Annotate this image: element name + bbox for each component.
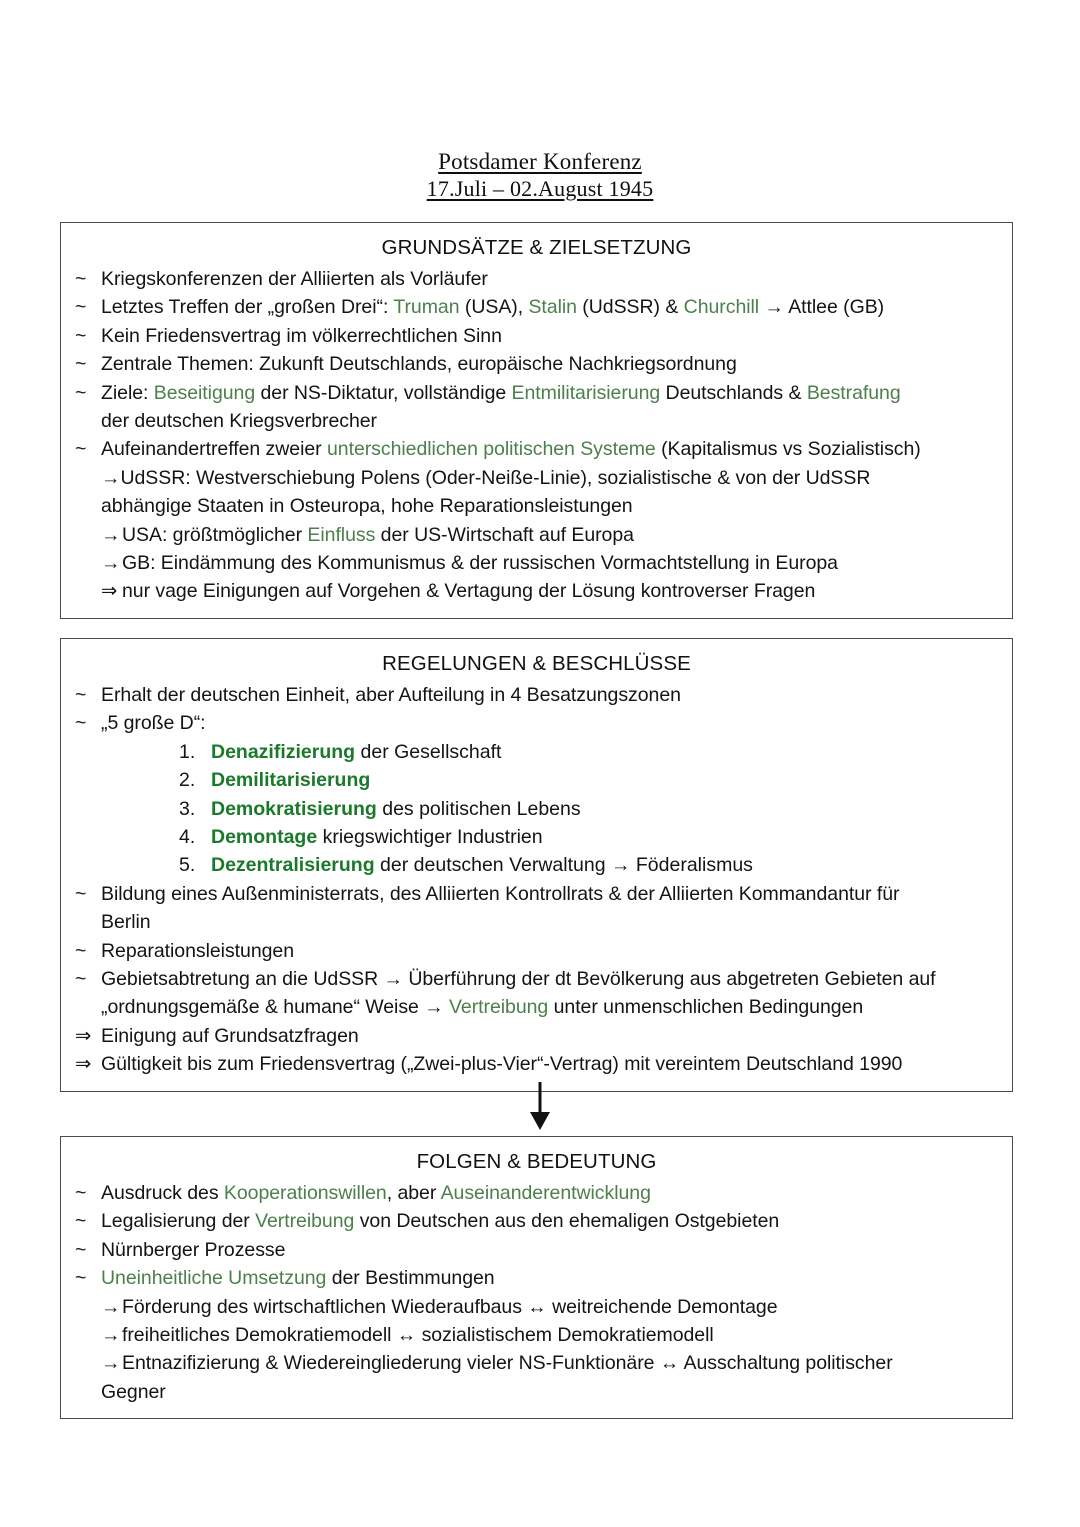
text-fragment: von Deutschen aus den ehemaligen Ostgebieten [354,1210,780,1233]
highlight-demilitarisierung: Demilitarisierung [211,769,371,792]
list-item [75,322,998,350]
sub-item-text: abhängige Staaten in Osteuropa, hohe Reparationsleistungen [101,495,633,518]
page-title-block [0,0,1080,202]
highlight-einfluss: Einfluss [307,523,376,546]
sub-item [75,1349,998,1377]
section-heading-regelungen: REGELUNGEN & BESCHLÜSSE [382,652,691,675]
conclusion-item [75,1022,998,1050]
list-item [75,435,998,463]
sub-item-text: Entnazifizierung & Wiedereingliederung vieler NS-Funktionäre ↔ Ausschaltung politischer [122,1352,893,1375]
list-item [75,965,998,993]
text-fragment: (USA), [459,296,529,319]
text-fragment: „ordnungsgemäße & humane“ Weise → [101,996,450,1019]
page-subtitle-daterange: 17.Juli – 02.August 1945 [426,176,654,201]
section-heading-folgen: FOLGEN & BEDEUTUNG [416,1150,657,1173]
list-item [75,880,998,908]
list-item-text [101,1207,998,1235]
highlight-bestrafung: Bestrafung [806,381,901,404]
text-fragment: Legalisierung der [101,1210,256,1233]
list-item [75,709,998,737]
text-fragment: der Bestimmungen [326,1267,495,1290]
tilde-bullet-icon: ~ [75,268,87,290]
list-item-text [101,435,998,463]
tilde-bullet-icon: ~ [75,1267,87,1290]
tilde-bullet-icon: ~ [75,882,87,905]
section-heading-grundsaetze: GRUNDSÄTZE & ZIELSETZUNG [381,236,692,259]
sub-item-usa [75,521,998,549]
numbered-list-item [75,851,998,879]
highlight-churchill: Churchill [683,296,760,319]
numbered-item-text [211,738,998,766]
numbered-list-item [75,738,998,766]
list-item-text: „5 große D“: [101,712,206,735]
highlight-beseitigung: Beseitigung [153,381,256,404]
tilde-bullet-icon: ~ [75,381,87,404]
double-arrow-right-icon: ⇒ [75,1024,92,1047]
tilde-bullet-icon: ~ [75,296,87,319]
list-number: 2. [179,769,196,792]
numbered-item-text [211,851,998,879]
numbered-item-text [211,823,998,851]
sub-item [75,1321,998,1349]
highlight-stalin: Stalin [528,296,577,319]
tilde-bullet-icon: ~ [75,968,87,991]
list-item-text [101,1264,998,1292]
section-box-regelungen [60,638,1013,1092]
tilde-bullet-icon: ~ [75,684,87,706]
list-item [75,293,998,321]
list-item [75,265,998,293]
arrow-right-icon: → [101,1295,121,1318]
sub-item-text: Förderung des wirtschaftlichen Wiederaufbaus ↔ weitreichende Demontage [122,1295,778,1318]
list-item [75,681,998,709]
double-arrow-right-icon: ⇒ [101,580,118,603]
text-fragment: der deutschen Verwaltung → Föderalismus [374,854,753,877]
list-item [75,1207,998,1235]
text-fragment: Deutschlands & [660,381,807,404]
list-item [75,937,998,965]
list-item-text: Kriegskonferenzen der Alliierten als Vorläufer [101,268,488,290]
tilde-bullet-icon: ~ [75,1182,87,1204]
text-fragment: der US-Wirtschaft auf Europa [375,523,634,546]
highlight-demokratisierung: Demokratisierung [211,797,377,820]
list-item-text: Kein Friedensvertrag im völkerrechtlichen Sinn [101,324,502,347]
list-item-text [101,993,998,1021]
list-item-continuation [75,407,998,435]
text-fragment: der Gesellschaft [355,740,502,763]
arrow-right-icon: → [101,552,121,575]
text-fragment: (Kapitalismus vs Sozialistisch) [655,438,921,461]
highlight-demontage: Demontage [211,826,318,849]
section-box-folgen [60,1136,1013,1419]
list-item [75,379,998,407]
highlight-kooperationswillen: Kooperationswillen [223,1182,387,1204]
sub-item [75,1293,998,1321]
list-item-text: Gebietsabtretung an die UdSSR → Überführung der dt Bevölkerung aus abgetreten Gebieten auf [101,968,936,991]
list-number: 3. [179,797,196,820]
section-box-grundsaetze [60,222,1013,619]
highlight-politische-systeme: unterschiedlichen politischen Systeme [326,438,656,461]
tilde-bullet-icon: ~ [75,939,87,962]
tilde-bullet-icon: ~ [75,324,87,347]
sub-item-text: Gegner [101,1380,166,1403]
numbered-list-item [75,766,998,794]
list-item-text: der deutschen Kriegsverbrecher [101,410,377,433]
highlight-auseinanderentwicklung: Auseinanderentwicklung [440,1182,651,1204]
highlight-dezentralisierung: Dezentralisierung [211,854,375,877]
highlight-uneinheitliche-umsetzung: Uneinheitliche Umsetzung [101,1267,327,1290]
text-fragment: (UdSSR) & [576,296,684,319]
text-fragment: des politischen Lebens [376,797,581,820]
list-number: 1. [179,740,196,763]
sub-item-continuation [75,492,998,520]
sub-item-continuation [75,1378,998,1406]
text-fragment: Letztes Treffen der „großen Drei“: [101,296,394,319]
list-item-text: Nürnberger Prozesse [101,1238,286,1261]
list-item [75,1264,998,1292]
tilde-bullet-icon: ~ [75,353,87,376]
conclusion-text: Gültigkeit bis zum Friedensvertrag („Zwei-plus-Vier“-Vertrag) mit vereintem Deutschland 1990 [101,1053,903,1076]
tilde-bullet-icon: ~ [75,438,87,461]
sub-item-text [122,521,998,549]
list-item-text: Berlin [101,911,151,934]
highlight-vertreibung: Vertreibung [449,996,549,1019]
tilde-bullet-icon: ~ [75,712,87,735]
text-fragment: Ziele: [101,381,154,404]
conclusion-item [75,1050,998,1078]
list-item-text [101,379,998,407]
double-arrow-right-icon: ⇒ [75,1053,92,1076]
section-body-regelungen [75,681,998,1079]
section-body-folgen [75,1179,998,1406]
arrow-right-icon: → [101,1352,121,1375]
text-fragment: , aber [386,1182,441,1204]
sub-item-text: GB: Eindämmung des Kommunismus & der russischen Vormachtstellung in Europa [122,552,838,575]
list-item-text: Erhalt der deutschen Einheit, aber Aufteilung in 4 Besatzungszonen [101,684,681,706]
text-fragment: Ausdruck des [101,1182,224,1204]
tilde-bullet-icon: ~ [75,1210,87,1233]
text-fragment: Aufeinandertreffen zweier [101,438,327,461]
list-item-continuation [75,908,998,936]
arrow-right-icon: → [101,523,121,546]
sub-item-udssr [75,464,998,492]
list-item [75,1179,998,1207]
arrow-right-icon: → [101,1324,121,1347]
numbered-list-item [75,823,998,851]
list-item-text: Zentrale Themen: Zukunft Deutschlands, europäische Nachkriegsordnung [101,353,737,376]
highlight-vertreibung: Vertreibung [255,1210,355,1233]
section-body-grundsaetze [75,265,998,606]
list-item-text [101,1179,998,1207]
sub-item-text: →UdSSR: Westverschiebung Polens (Oder-Neiße-Linie), sozialistische & von der UdSSR [101,466,871,489]
list-item-text [101,293,998,321]
conclusion-text: Einigung auf Grundsatzfragen [101,1024,359,1047]
text-fragment: kriegswichtiger Industrien [317,826,543,849]
list-item-text: Reparationsleistungen [101,939,294,962]
numbered-list-item [75,795,998,823]
list-item-continuation [75,993,998,1021]
sub-item-gb [75,549,998,577]
page-title: Potsdamer Konferenz [438,149,642,174]
list-item [75,350,998,378]
list-item [75,1236,998,1264]
tilde-bullet-icon: ~ [75,1238,87,1261]
list-number: 5. [179,854,196,877]
text-fragment: → Attlee (GB) [759,296,885,319]
highlight-entmilitarisierung: Entmilitarisierung [511,381,661,404]
numbered-item-text [211,766,998,794]
sub-item-text: freiheitliches Demokratiemodell ↔ sozialistischem Demokratiemodell [122,1324,714,1347]
text-fragment: USA: größtmöglicher [122,523,308,546]
conclusion-text: nur vage Einigungen auf Vorgehen & Vertagung der Lösung kontroverser Fragen [122,580,816,603]
text-fragment: unter unmenschlichen Bedingungen [548,996,864,1019]
numbered-item-text [211,795,998,823]
conclusion-item [75,577,998,605]
highlight-truman: Truman [393,296,460,319]
list-item-text: Bildung eines Außenministerrats, des Alliierten Kontrollrats & der Alliierten Kommandantur für [101,882,900,905]
list-number: 4. [179,826,196,849]
highlight-denazifizierung: Denazifizierung [211,740,356,763]
text-fragment: der NS-Diktatur, vollständige [255,381,512,404]
